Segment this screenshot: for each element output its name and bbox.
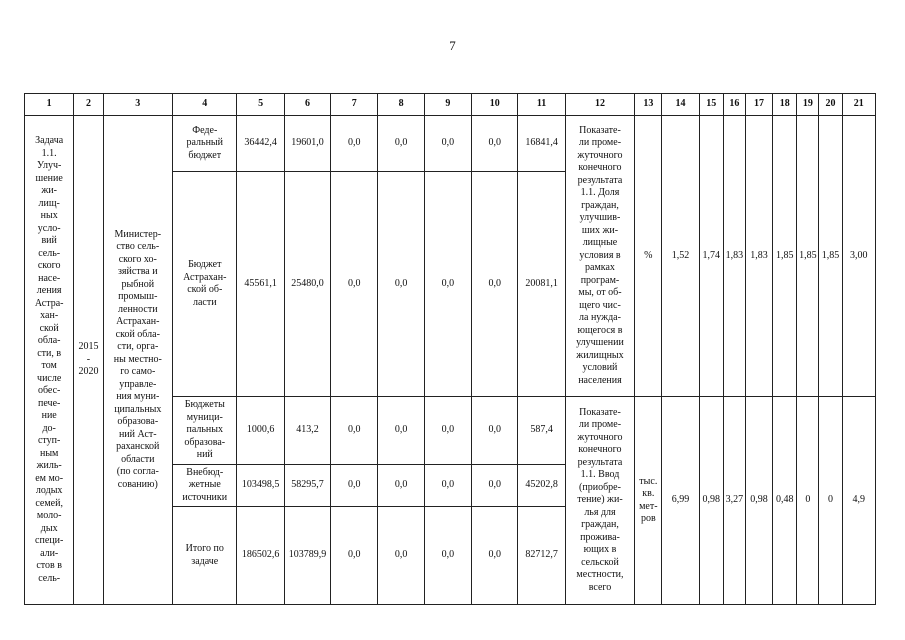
- value-cell: 0,0: [331, 172, 378, 397]
- page-number: 7: [449, 38, 456, 53]
- indicator-value: 1,74: [699, 116, 723, 397]
- value-cell: 0,0: [331, 397, 378, 465]
- header-col-17: 17: [745, 94, 772, 116]
- header-col-16: 16: [723, 94, 745, 116]
- header-col-9: 9: [424, 94, 471, 116]
- header-col-3: 3: [103, 94, 172, 116]
- header-col-10: 10: [472, 94, 518, 116]
- indicator-value: 6,99: [662, 397, 699, 605]
- value-cell: 103789,9: [284, 507, 330, 605]
- indicator-unit: тыс. кв. мет- ров: [635, 397, 662, 605]
- header-col-2: 2: [74, 94, 103, 116]
- indicator-value: 0,98: [699, 397, 723, 605]
- indicator-value: 4,9: [842, 397, 875, 605]
- funding-source: Внебюд- жетные источники: [173, 465, 237, 507]
- value-cell: 0,0: [378, 172, 424, 397]
- value-cell: 16841,4: [518, 116, 565, 172]
- header-col-8: 8: [378, 94, 424, 116]
- table-row: [25, 116, 876, 172]
- value-cell: 0,0: [472, 397, 518, 465]
- value-cell: 0,0: [378, 465, 424, 507]
- value-cell: 0,0: [331, 465, 378, 507]
- indicator-value: 1,83: [723, 116, 745, 397]
- value-cell: 0,0: [472, 465, 518, 507]
- header-col-11: 11: [518, 94, 565, 116]
- value-cell: 0,0: [472, 507, 518, 605]
- value-cell: 0,0: [378, 397, 424, 465]
- value-cell: 1000,6: [237, 397, 284, 465]
- value-cell: 0,0: [424, 397, 471, 465]
- header-col-19: 19: [797, 94, 819, 116]
- value-cell: 0,0: [424, 465, 471, 507]
- header-col-14: 14: [662, 94, 699, 116]
- program-table: [24, 93, 876, 605]
- value-cell: 45202,8: [518, 465, 565, 507]
- value-cell: 58295,7: [284, 465, 330, 507]
- executor-cell: Министер- ство сель- ского хо- зяйства и рыбной промыш- ленности Астрахан- ской обла- сти, орга- ны местно- го само- управле- ния муни- ципальных образова- ний Аст- раханской области (по согла- сованию): [103, 116, 172, 605]
- value-cell: 413,2: [284, 397, 330, 465]
- indicator-value: 3,00: [842, 116, 875, 397]
- value-cell: 0,0: [472, 172, 518, 397]
- value-cell: 0,0: [424, 172, 471, 397]
- value-cell: 0,0: [378, 507, 424, 605]
- header-col-18: 18: [773, 94, 797, 116]
- task-cell: Задача 1.1. Улуч- шение жи- лищ- ных усло- вий сель- ского насе- ления Астра- хан- ской обла- сти, в том числе обес- пече- ние до- ступ- ным жиль- ем мо- лодых семей, моло- дых специ- али- стов в сель-: [25, 116, 74, 605]
- value-cell: 20081,1: [518, 172, 565, 397]
- header-col-13: 13: [635, 94, 662, 116]
- value-cell: 25480,0: [284, 172, 330, 397]
- indicator-unit: %: [635, 116, 662, 397]
- header-col-4: 4: [173, 94, 237, 116]
- indicator-value: 0: [819, 397, 842, 605]
- indicator-value: 3,27: [723, 397, 745, 605]
- value-cell: 0,0: [424, 116, 471, 172]
- value-cell: 186502,6: [237, 507, 284, 605]
- header-col-6: 6: [284, 94, 330, 116]
- value-cell: 587,4: [518, 397, 565, 465]
- value-cell: 0,0: [424, 507, 471, 605]
- indicator-value: 0: [797, 397, 819, 605]
- indicator-value: 0,98: [745, 397, 772, 605]
- header-col-12: 12: [565, 94, 634, 116]
- indicator-value: 1,85: [797, 116, 819, 397]
- period-cell: 2015 - 2020: [74, 116, 103, 605]
- header-col-21: 21: [842, 94, 875, 116]
- value-cell: 45561,1: [237, 172, 284, 397]
- value-cell: 0,0: [378, 116, 424, 172]
- header-col-15: 15: [699, 94, 723, 116]
- value-cell: 82712,7: [518, 507, 565, 605]
- funding-source: Бюджеты муници- пальных образова- ний: [173, 397, 237, 465]
- header-col-5: 5: [237, 94, 284, 116]
- indicator-description: Показате- ли проме- жуточного конечного результата 1.1. Ввод (приобре- тение) жи- лья для граждан, прожива- ющих в сельской местности, всего: [565, 397, 634, 605]
- value-cell: 0,0: [472, 116, 518, 172]
- indicator-value: 0,48: [773, 397, 797, 605]
- value-cell: 19601,0: [284, 116, 330, 172]
- header-col-7: 7: [331, 94, 378, 116]
- funding-source: Феде- ральный бюджет: [173, 116, 237, 172]
- value-cell: 0,0: [331, 116, 378, 172]
- funding-source: Итого по задаче: [173, 507, 237, 605]
- indicator-description: Показате- ли проме- жуточного конечного результата 1.1. Доля граждан, улучшив- ших жи- лищные условия в рамках програм- мы, от об- щего чис- ла нужда- ющегося в улучшении жилищных условий населения: [565, 116, 634, 397]
- indicator-value: 1,85: [819, 116, 842, 397]
- indicator-value: 1,85: [773, 116, 797, 397]
- indicator-value: 1,83: [745, 116, 772, 397]
- header-col-20: 20: [819, 94, 842, 116]
- value-cell: 36442,4: [237, 116, 284, 172]
- value-cell: 0,0: [331, 507, 378, 605]
- header-col-1: 1: [25, 94, 74, 116]
- value-cell: 103498,5: [237, 465, 284, 507]
- header-row: [25, 94, 876, 116]
- indicator-value: 1,52: [662, 116, 699, 397]
- funding-source: Бюджет Астрахан- ской об- ласти: [173, 172, 237, 397]
